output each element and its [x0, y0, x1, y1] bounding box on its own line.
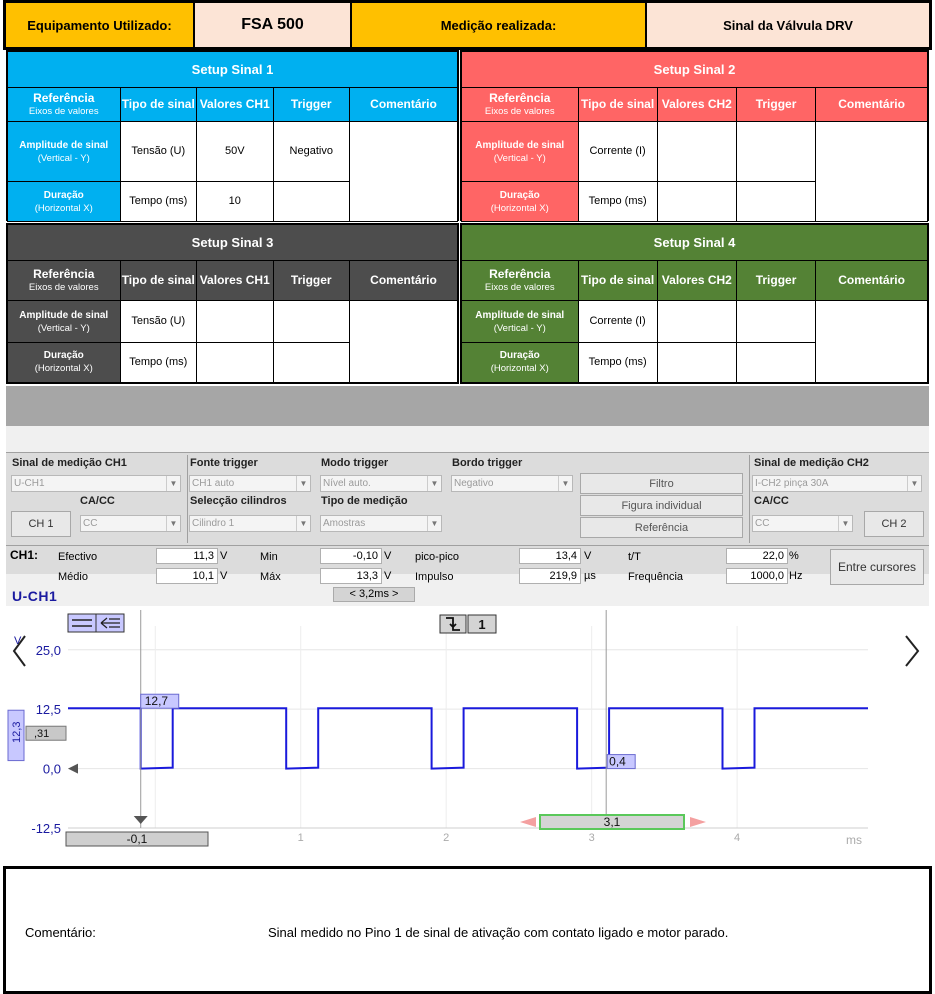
cylinder-label: Selecção cilindros [190, 495, 287, 507]
duration-type: Tempo (ms) [120, 182, 197, 222]
y-cursor-value: 12,3 [11, 721, 24, 743]
trigger-source-label: Fonte trigger [190, 457, 258, 469]
y-tick-label: 12,5 [35, 702, 61, 718]
duration-label: Duração (Horizontal X) [462, 342, 579, 382]
mean-unit: V [220, 570, 228, 582]
measure-type-select[interactable]: Amostras ▼ [320, 515, 442, 532]
tT-value: 22,0 [726, 548, 788, 564]
max-label: Máx [260, 571, 281, 583]
ref-header: Referência Eixos de valores [462, 261, 579, 301]
amplitude-label: Amplitude de sinal (Vertical - Y) [8, 122, 121, 182]
chevron-down-icon: ▼ [166, 476, 180, 491]
ref-header: Referência Eixos de valores [8, 88, 121, 122]
setup-title: Setup Sinal 2 [462, 52, 928, 88]
impulse-label: Impulso [415, 571, 454, 583]
comment-header: Comentário [350, 88, 458, 122]
comment-header: Comentário [350, 261, 458, 301]
marker-bottom-value: 0,4 [609, 754, 626, 769]
single-figure-button[interactable]: Figura individual [580, 495, 743, 516]
setup-table-4 [460, 223, 929, 384]
duration-value [657, 182, 736, 222]
chevron-down-icon: ▼ [838, 516, 852, 531]
comment-header: Comentário [816, 88, 928, 122]
comment-cell [816, 301, 928, 383]
min-label: Min [260, 551, 278, 563]
ref-header: Referência Eixos de valores [8, 261, 121, 301]
tT-label: t/T [628, 551, 641, 563]
freq-value: 1000,0 [726, 568, 788, 584]
values-header: Valores CH2 [657, 88, 736, 122]
amplitude-type: Corrente (I) [578, 122, 657, 182]
comment-box [3, 866, 932, 994]
amplitude-type: Tensão (U) [120, 122, 197, 182]
effective-unit: V [220, 550, 228, 562]
duration-trigger [273, 342, 350, 382]
ch1-signal-label: Sinal de medição CH1 [12, 457, 127, 469]
duration-label: Duração (Horizontal X) [462, 182, 579, 222]
duration-type: Tempo (ms) [120, 342, 197, 382]
duration-trigger [736, 182, 815, 222]
impulse-unit: µs [584, 570, 596, 582]
max-unit: V [384, 570, 392, 582]
mean-label: Médio [58, 571, 88, 583]
comment-cell [816, 122, 928, 222]
pp-value: 13,4 [519, 548, 581, 564]
comment-header: Comentário [816, 261, 928, 301]
x-tick-label: 4 [734, 832, 741, 844]
duration-trigger [736, 342, 815, 382]
y-offset-value: ,31 [34, 728, 50, 741]
comment-cell [350, 301, 458, 383]
amplitude-label: Amplitude de sinal (Vertical - Y) [462, 301, 579, 342]
duration-value: 10 [197, 182, 274, 222]
plot-background [6, 606, 929, 868]
mean-value: 10,1 [156, 568, 218, 584]
amplitude-label: Amplitude de sinal (Vertical - Y) [462, 122, 579, 182]
amplitude-trigger: Negativo [273, 122, 350, 182]
ch1-coupling-label: CA/CC [80, 495, 115, 507]
chevron-down-icon: ▼ [296, 476, 310, 491]
equipment-value: FSA 500 [195, 3, 352, 47]
freq-label: Frequência [628, 571, 684, 583]
setup-table-3 [6, 223, 459, 384]
report-header [3, 0, 932, 50]
marker-top-value: 12,7 [144, 694, 169, 709]
freq-unit: Hz [789, 570, 803, 582]
trigger-number: 1 [478, 617, 486, 632]
measurement-label: Medição realizada: [352, 3, 647, 47]
min-value: -0,10 [320, 548, 382, 564]
values-header: Valores CH1 [197, 261, 274, 301]
ch2-coupling-select[interactable]: CC ▼ [752, 515, 853, 532]
chevron-down-icon: ▼ [427, 476, 441, 491]
tT-unit: % [789, 550, 799, 562]
amplitude-type: Tensão (U) [120, 301, 197, 342]
amplitude-value: 50V [197, 122, 274, 182]
filter-button[interactable]: Filtro [580, 473, 743, 494]
cursor-right-value: 3,1 [603, 815, 621, 829]
x-tick-label: 1 [297, 832, 304, 844]
amplitude-label: Amplitude de sinal (Vertical - Y) [8, 301, 121, 342]
ch2-button[interactable]: CH 2 [864, 511, 924, 537]
cylinder-select[interactable]: Cilindro 1 ▼ [189, 515, 311, 532]
duration-label: Duração (Horizontal X) [8, 182, 121, 222]
effective-label: Efectivo [58, 551, 98, 563]
amplitude-value [657, 122, 736, 182]
setup-table-1 [6, 50, 459, 221]
trigger-header: Trigger [736, 88, 815, 122]
amplitude-value [197, 301, 274, 342]
trigger-source-select[interactable]: CH1 auto ▼ [189, 475, 311, 492]
chevron-down-icon: ▼ [166, 516, 180, 531]
x-tick-label: 3 [588, 832, 595, 844]
measure-type-label: Tipo de medição [321, 495, 408, 507]
values-header: Valores CH1 [197, 88, 274, 122]
y-tick-label: 25,0 [35, 642, 61, 658]
ch1-signal-select[interactable]: U-CH1 ▼ [11, 475, 181, 492]
trigger-header: Trigger [736, 261, 815, 301]
duration-type: Tempo (ms) [578, 182, 657, 222]
setup-title: Setup Sinal 4 [462, 225, 928, 261]
setup-table-2 [460, 50, 929, 221]
effective-value: 11,3 [156, 548, 218, 564]
y-tick-label: 0,0 [42, 761, 61, 777]
trigger-edge-label: Bordo trigger [452, 457, 523, 469]
trigger-header: Trigger [273, 88, 350, 122]
type-header: Tipo de sinal [578, 261, 657, 301]
comment-cell [350, 122, 458, 222]
type-header: Tipo de sinal [578, 88, 657, 122]
duration-label: Duração (Horizontal X) [8, 342, 121, 382]
comment-text: Sinal medido no Pino 1 de sinal de ativação com contato ligado e motor parado. [268, 925, 729, 940]
ch1-coupling-select[interactable]: CC ▼ [80, 515, 181, 532]
trigger-header: Trigger [273, 261, 350, 301]
y-unit-label: V [14, 635, 22, 647]
duration-value [657, 342, 736, 382]
x-unit-label: ms [846, 833, 862, 847]
comment-label: Comentário: [25, 925, 96, 940]
trigger-mode-select[interactable]: Nível auto. ▼ [320, 475, 442, 492]
impulse-value: 219,9 [519, 568, 581, 584]
signal-plot[interactable] [6, 606, 929, 868]
duration-trigger [273, 182, 350, 222]
meas-channel-label: CH1: [10, 548, 39, 562]
plot-title: U-CH1 [12, 588, 58, 604]
divider [187, 455, 188, 543]
chevron-down-icon: ▼ [558, 476, 572, 491]
chevron-down-icon: ▼ [907, 476, 921, 491]
chevron-down-icon: ▼ [296, 516, 310, 531]
measurement-value: Sinal da Válvula DRV [647, 3, 929, 47]
type-header: Tipo de sinal [120, 88, 197, 122]
ch2-signal-label: Sinal de medição CH2 [754, 457, 869, 469]
ref-header: Referência Eixos de valores [462, 88, 579, 122]
scope-controls [6, 452, 929, 583]
pp-unit: V [584, 550, 592, 562]
separator-band [6, 386, 929, 426]
amplitude-value [657, 301, 736, 342]
chevron-down-icon: ▼ [427, 516, 441, 531]
trigger-edge-select[interactable]: Negativo ▼ [451, 475, 573, 492]
setup-title: Setup Sinal 1 [8, 52, 458, 88]
amplitude-trigger [273, 301, 350, 342]
max-value: 13,3 [320, 568, 382, 584]
time-zoom-label[interactable]: < 3,2ms > [333, 587, 415, 602]
min-unit: V [384, 550, 392, 562]
y-tick-label: -12,5 [31, 821, 61, 836]
reference-button[interactable]: Referência [580, 517, 743, 538]
divider [749, 455, 750, 543]
oscilloscope-panel [6, 426, 929, 868]
trigger-mode-label: Modo trigger [321, 457, 389, 469]
duration-value [197, 342, 274, 382]
horizontal-lines-icon[interactable] [68, 614, 96, 632]
ch2-signal-select[interactable]: I-CH2 pinça 30A ▼ [752, 475, 922, 492]
amplitude-trigger [736, 122, 815, 182]
cursor-left-value: -0,1 [126, 832, 148, 846]
between-cursors-button[interactable]: Entre cursores [830, 549, 924, 585]
divider [6, 545, 929, 546]
values-header: Valores CH2 [657, 261, 736, 301]
setup-title: Setup Sinal 3 [8, 225, 458, 261]
ch2-coupling-label: CA/CC [754, 495, 789, 507]
amplitude-trigger [736, 301, 815, 342]
equipment-label: Equipamento Utilizado: [6, 3, 195, 47]
duration-type: Tempo (ms) [578, 342, 657, 382]
x-tick-label: 2 [443, 832, 450, 844]
ch1-button[interactable]: CH 1 [11, 511, 71, 537]
pp-label: pico-pico [415, 551, 460, 563]
type-header: Tipo de sinal [120, 261, 197, 301]
amplitude-type: Corrente (I) [578, 301, 657, 342]
